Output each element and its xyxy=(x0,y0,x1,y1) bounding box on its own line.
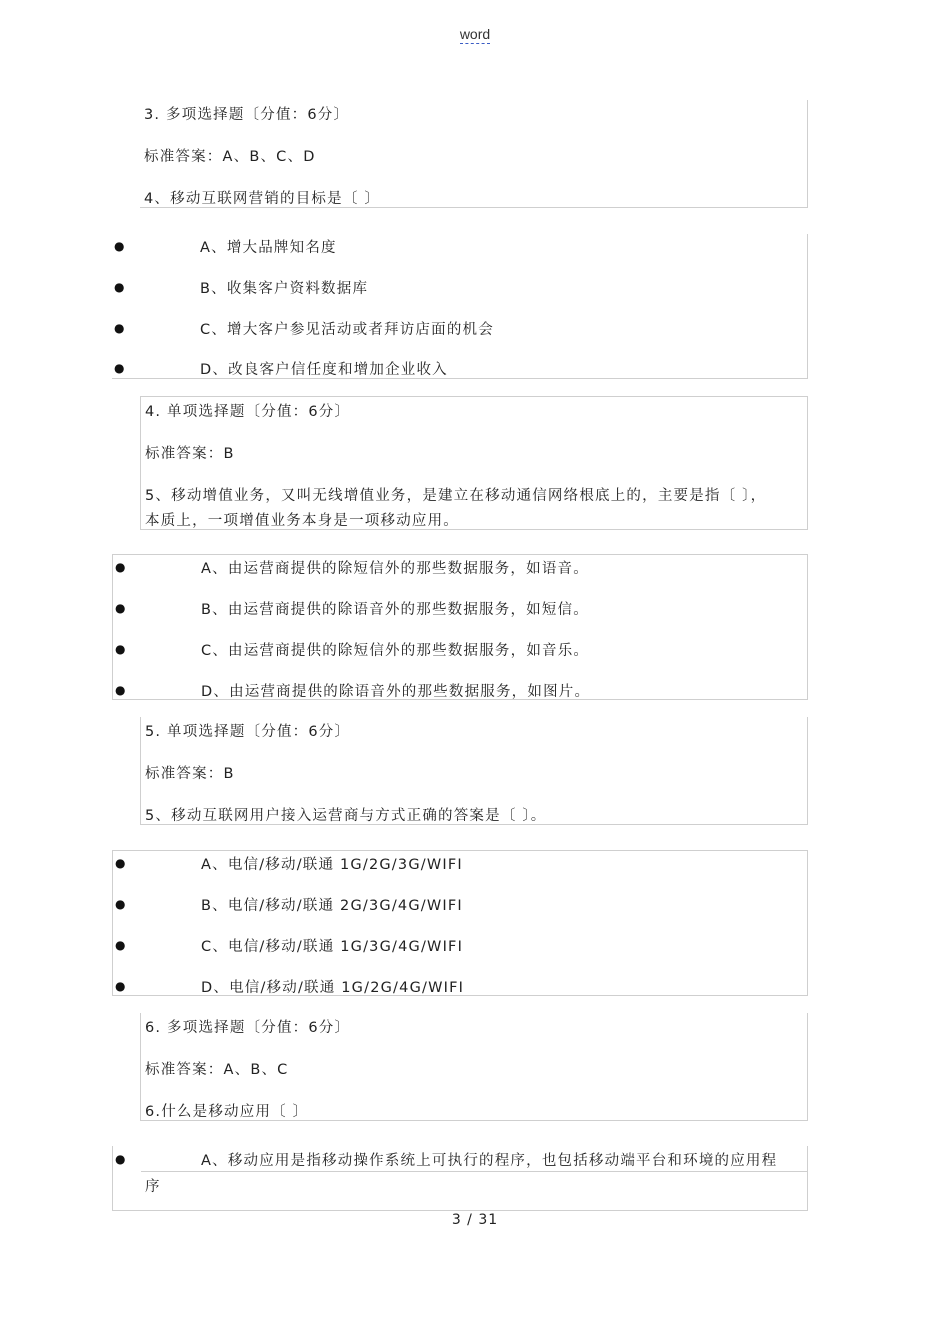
option-text: D、改良客户信任度和增加企业收入 xyxy=(200,362,448,378)
question-title: 5. 单项选择题〔分值：6分〕 xyxy=(145,724,351,740)
list-item xyxy=(113,935,809,955)
list-item xyxy=(113,680,809,700)
question-text: 5、移动增值业务，又叫无线增值业务，是建立在移动通信网络根底上的，主要是指〔 〕， xyxy=(145,488,767,504)
bullet-icon: ● xyxy=(115,856,126,870)
list-item xyxy=(113,976,809,996)
question-title: 3. 多项选择题〔分值：6分〕 xyxy=(144,107,350,123)
question-text: 4、移动互联网营销的目标是〔 〕 xyxy=(144,191,381,207)
bullet-icon: ● xyxy=(115,897,126,911)
option-text: A、由运营商提供的除短信外的那些数据服务，如语音。 xyxy=(201,561,589,577)
options-block xyxy=(112,554,808,700)
question-title: 6. 多项选择题〔分值：6分〕 xyxy=(145,1020,351,1036)
bullet-icon: ● xyxy=(114,361,125,375)
options-block xyxy=(112,1146,808,1211)
bullet-icon: ● xyxy=(114,280,125,294)
option-text: A、电信/移动/联通 1G/2G/3G/WIFI xyxy=(201,857,463,873)
option-text: B、电信/移动/联通 2G/3G/4G/WIFI xyxy=(201,898,463,914)
options-block xyxy=(112,234,808,379)
list-item xyxy=(112,318,808,338)
bullet-icon: ● xyxy=(115,560,126,574)
question-block xyxy=(140,396,808,530)
page-header xyxy=(0,26,950,43)
standard-answer: 标准答案：B xyxy=(145,446,235,462)
question-text-continued: 本质上，一项增值业务本身是一项移动应用。 xyxy=(145,513,459,529)
page-number: 3 / 31 xyxy=(451,1212,499,1228)
option-text: D、电信/移动/联通 1G/2G/4G/WIFI xyxy=(201,980,465,996)
option-text: B、由运营商提供的除语音外的那些数据服务，如短信。 xyxy=(201,602,589,618)
list-item xyxy=(112,277,808,297)
bullet-icon: ● xyxy=(115,683,126,697)
bullet-icon: ● xyxy=(115,979,126,993)
list-item xyxy=(112,236,808,256)
option-text: B、收集客户资料数据库 xyxy=(200,281,369,297)
question-text: 5、移动互联网用户接入运营商与方式正确的答案是〔 〕。 xyxy=(145,808,547,824)
header-label: word xyxy=(459,26,491,42)
question-block xyxy=(140,100,808,208)
list-item xyxy=(113,598,809,618)
standard-answer: 标准答案：A、B、C、D xyxy=(144,149,316,165)
bullet-icon: ● xyxy=(115,642,126,656)
list-item xyxy=(113,1149,809,1169)
list-item xyxy=(112,358,808,378)
option-text: A、增大品牌知名度 xyxy=(200,240,337,256)
standard-answer: 标准答案：A、B、C xyxy=(145,1062,289,1078)
bullet-icon: ● xyxy=(115,938,126,952)
question-block xyxy=(140,1013,808,1121)
option-text: C、增大客户参见活动或者拜访店面的机会 xyxy=(200,322,494,338)
list-item xyxy=(113,557,809,577)
bullet-icon: ● xyxy=(115,1152,126,1166)
list-item xyxy=(113,639,809,659)
option-text: C、电信/移动/联通 1G/3G/4G/WIFI xyxy=(201,939,464,955)
options-block xyxy=(112,850,808,996)
question-block xyxy=(140,717,808,825)
bullet-icon: ● xyxy=(115,601,126,615)
divider xyxy=(141,1171,808,1172)
question-text: 6.什么是移动应用〔 〕 xyxy=(145,1104,309,1120)
option-text: C、由运营商提供的除短信外的那些数据服务，如音乐。 xyxy=(201,643,590,659)
option-text: D、由运营商提供的除语音外的那些数据服务，如图片。 xyxy=(201,684,591,700)
list-item xyxy=(113,853,809,873)
list-item xyxy=(113,894,809,914)
question-title: 4. 单项选择题〔分值：6分〕 xyxy=(145,404,351,420)
option-text-continued: 序 xyxy=(145,1179,161,1195)
bullet-icon: ● xyxy=(114,321,125,335)
bullet-icon: ● xyxy=(114,239,125,253)
standard-answer: 标准答案：B xyxy=(145,766,235,782)
option-text: A、移动应用是指移动操作系统上可执行的程序，也包括移动端平台和环境的应用程 xyxy=(201,1153,778,1169)
